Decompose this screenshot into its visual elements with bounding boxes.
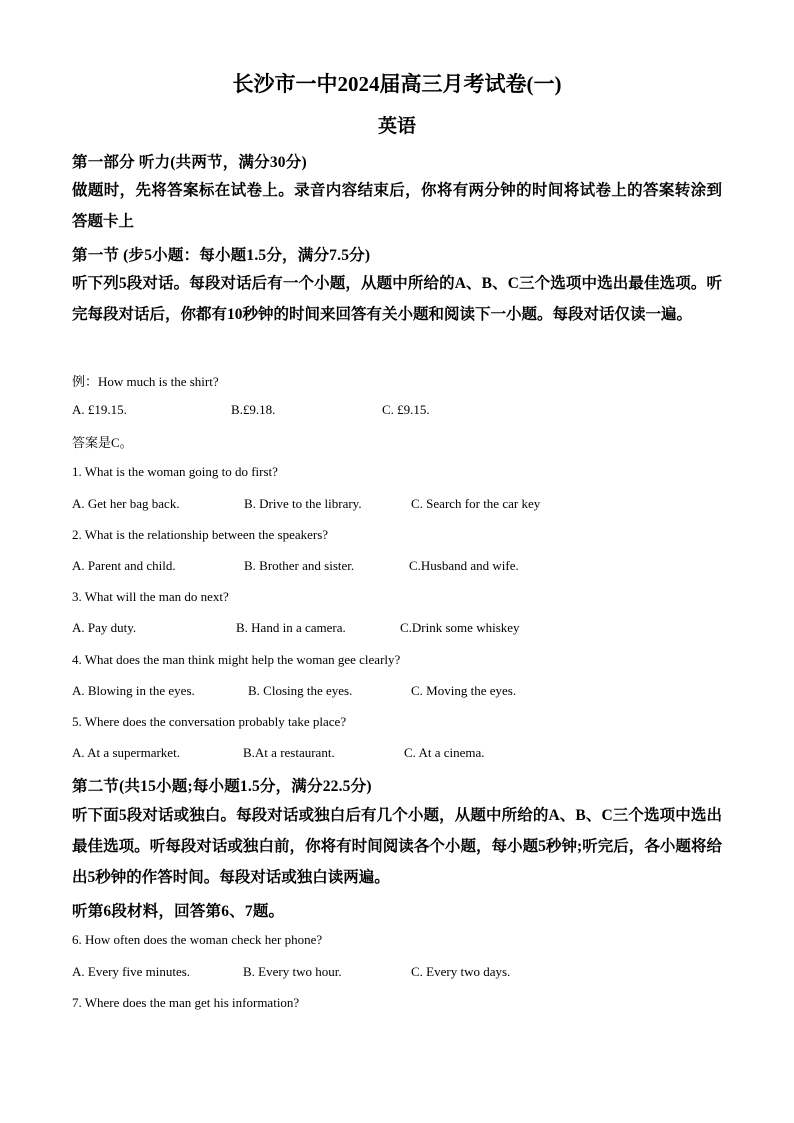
- material-6-heading: 听第6段材料，回答第6、7题。: [72, 903, 285, 920]
- q5-option-c: C. At a cinema.: [404, 745, 485, 760]
- q1-option-a: A. Get her bag back.: [72, 496, 180, 511]
- example-question: 例：How much is the shirt?: [72, 374, 219, 389]
- example-answer: 答案是C。: [72, 435, 133, 450]
- subject-title: 英语: [377, 116, 416, 137]
- question-6: 6. How often does the woman check her phone?: [72, 932, 323, 947]
- q6-option-a: A. Every five minutes.: [72, 964, 191, 979]
- question-1: 1. What is the woman going to do first?: [72, 464, 278, 479]
- q5-option-b: B.At a restaurant.: [243, 745, 335, 760]
- exam-title: 长沙市一中2024届高三月考试卷(一): [232, 72, 562, 96]
- q4-option-b: B. Closing the eyes.: [248, 683, 353, 698]
- q2-option-b: B. Brother and sister.: [244, 558, 355, 573]
- example-option-c: C. £9.15.: [382, 402, 430, 417]
- q4-option-c: C. Moving the eyes.: [411, 683, 517, 698]
- q4-option-a: A. Blowing in the eyes.: [72, 683, 195, 698]
- part1-instruction: 做题时，先将答案标在试卷上。录音内容结束后，你将有两分钟的时间将试卷上的答案转涂到答题卡上: [72, 182, 722, 230]
- example-option-b: B.£9.18.: [231, 402, 276, 417]
- q6-option-c: C. Every two days.: [411, 964, 511, 979]
- question-3: 3. What will the man do next?: [72, 589, 229, 604]
- q3-option-b: B. Hand in a camera.: [236, 620, 346, 635]
- q5-option-a: A. At a supermarket.: [72, 745, 180, 760]
- question-7: 7. Where does the man get his information?: [72, 995, 300, 1010]
- question-5: 5. Where does the conversation probably take place?: [72, 714, 347, 729]
- example-option-a: A. £19.15.: [72, 402, 127, 417]
- section1-heading: 第一节 (步5小题：每小题1.5分，满分7.5分): [72, 247, 371, 264]
- q1-option-c: C. Search for the car key: [411, 496, 541, 511]
- section2-heading: 第二节(共15小题;每小题1.5分，满分22.5分): [72, 778, 372, 795]
- question-2: 2. What is the relationship between the speakers?: [72, 527, 329, 542]
- section2-instruction: 听下面5段对话或独白。每段对话或独白后有几个小题，从题中所给的A、B、C三个选项中选出最佳选项。听每段对话或独白前，你将有时间阅读各个小题，每小题5秒钟;听完后，各小题将给出5秒钟的作答时间。每段对话或独白读两遍。: [72, 807, 722, 886]
- q6-option-b: B. Every two hour.: [243, 964, 342, 979]
- question-4: 4. What does the man think might help the woman gee clearly?: [72, 652, 401, 667]
- q3-option-a: A. Pay duty.: [72, 620, 137, 635]
- part1-heading: 第一部分 听力(共两节，满分30分): [72, 154, 307, 171]
- q2-option-c: C.Husband and wife.: [409, 558, 519, 573]
- q2-option-a: A. Parent and child.: [72, 558, 176, 573]
- section1-instruction: 听下列5段对话。每段对话后有一个小题，从题中所给的A、B、C三个选项中选出最佳选项。听完每段对话后，你都有10秒钟的时间来回答有关小题和阅读下一小题。每段对话仅读一遍。: [72, 275, 722, 323]
- q3-option-c: C.Drink some whiskey: [400, 620, 520, 635]
- q1-option-b: B. Drive to the library.: [244, 496, 362, 511]
